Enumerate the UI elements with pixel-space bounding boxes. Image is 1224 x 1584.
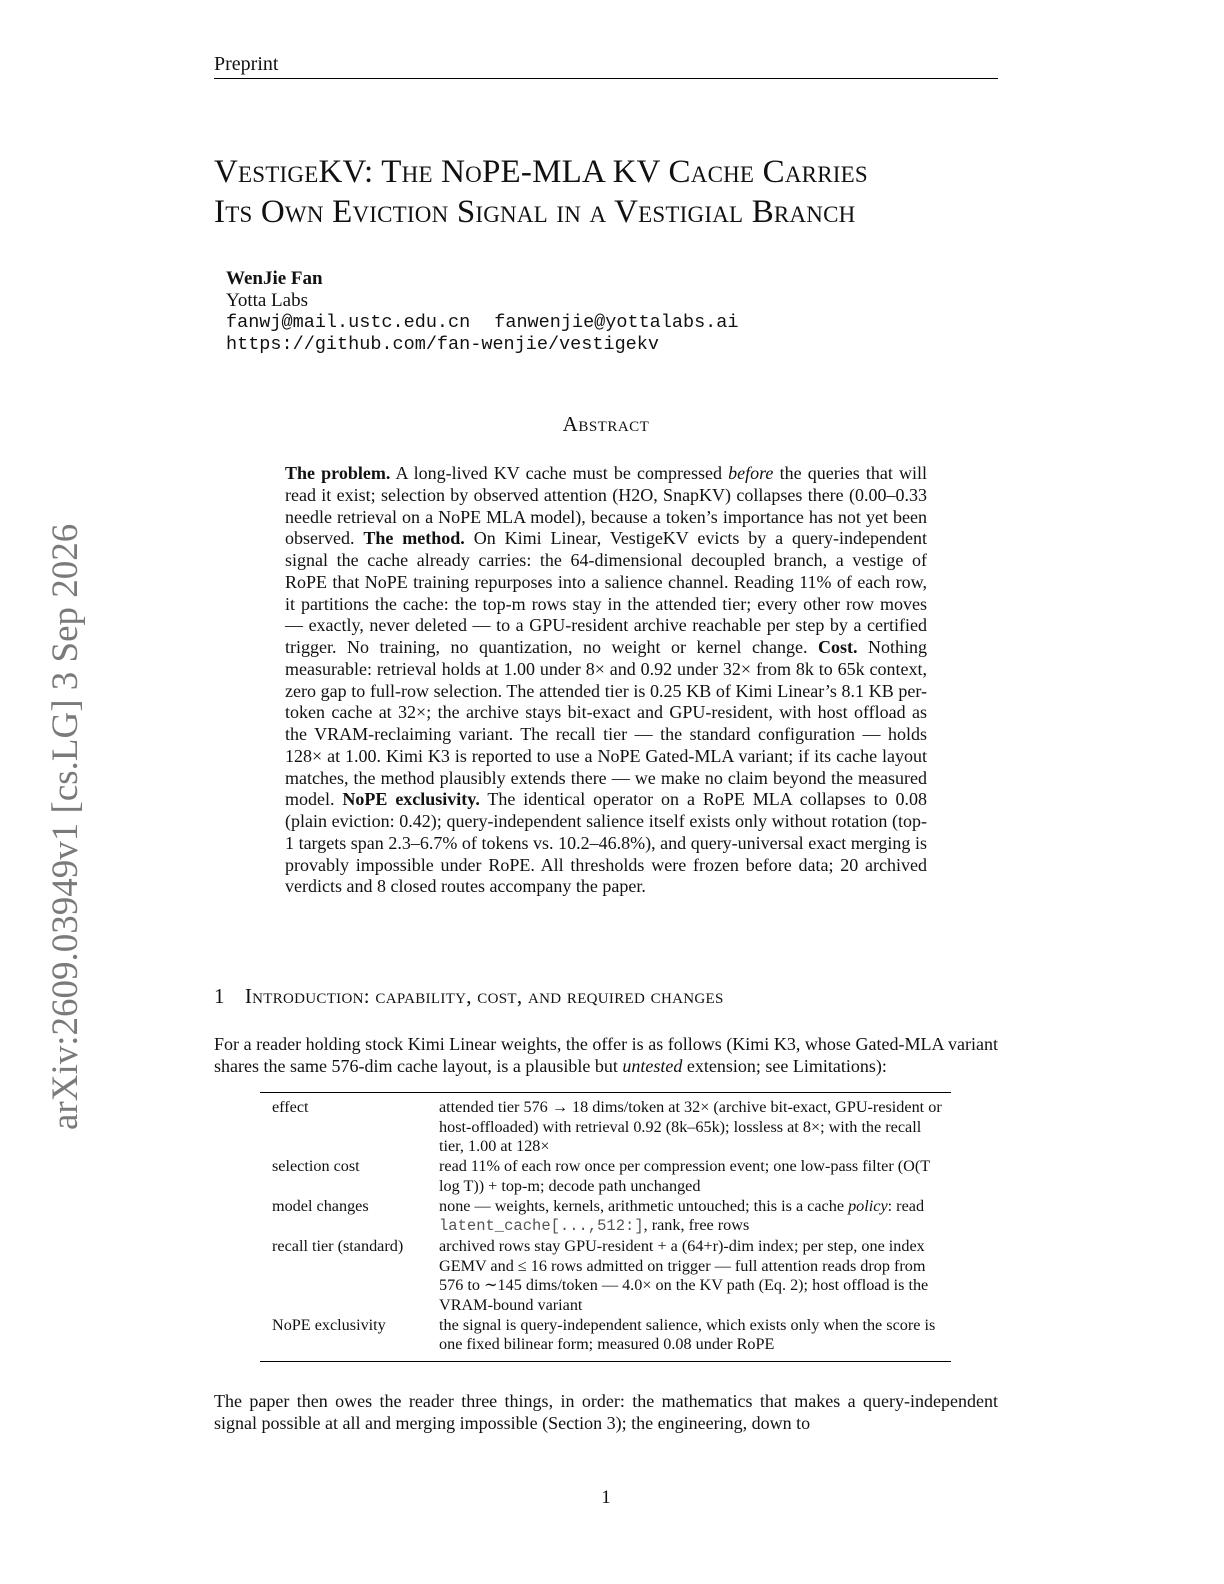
table-value: read 11% of each row once per compression event; one low-pass filter (O(T log T)) + top-m; decode path unchanged [439,1157,930,1195]
section-number: 1 [214,984,225,1008]
author-name: WenJie Fan [226,268,323,289]
section-title: Introduction: capability, cost, and required changes [244,984,724,1008]
abstract-heading: Abstract [562,412,650,436]
author-email-2[interactable]: fanwenjie@yottalabs.ai [494,312,739,333]
table-key: NoPE exclusivity [272,1315,386,1334]
table-value: attended tier 576 → 18 dims/token at 32× (archive bit-exact, GPU-resident or host-offloaded) with retrieval 0.92 (8k–65k); lossless at 8×; with the recall tier, 1.00 at 128× [439,1098,942,1156]
abstract-emphasis: before [728,463,774,483]
arxiv-sidebar [44,450,88,1130]
arxiv-identifier: arXiv:2609.03949v1 [cs.LG] 3 Sep 2026 [45,523,86,1130]
running-header: Preprint [214,52,998,79]
section-heading [214,983,998,1009]
table-emphasis: policy [848,1196,888,1215]
abstract-text: The identical operator on a RoPE MLA collapses to 0.08 (plain eviction: 0.42); query-independent salience itself exists only without rotation (top-1 targets span 2.3–6.7% of tokens vs. 10.2–46.8%), and query-universal exact merging is provably impossible under RoPE. All thresholds were frozen before data; 20 archived verdicts and 8 closed routes accompany the paper. [285,789,928,897]
table-key: selection cost [272,1157,360,1176]
title-line-2: Its Own Eviction Signal in a Vestigial Branch [214,194,856,230]
author-affiliation: Yotta Labs [226,290,308,311]
abstract-body [285,463,927,898]
table-value [439,1197,951,1237]
table-key: model changes [272,1196,369,1215]
table-key: effect [272,1098,309,1116]
paragraph-text: For a reader holding stock Kimi Linear weights, the offer is as follows (Kimi K3, whose Gated-MLA variant shares the same 576-dim cache layout, is a plausible but [214,1034,998,1076]
abstract-text: On Kimi Linear, VestigeKV evicts by a query-independent signal the cache already carries: the 64-dimensional decoupled branch, a vestige of RoPE that NoPE training repurposes into a salience channel. Reading 11% of each row, it partitions the cache: the top-m rows stay in the attended tier; every other row moves — exactly, never deleted — to a GPU-resident archive reachable per step by a certified trigger. No training, no quantization, no weight or kernel change. [285,528,927,657]
table-text: : read [887,1196,925,1215]
abstract-text: Nothing measurable: retrieval holds at 1.00 under 8× and 0.92 under 32× from 8k to 65k context, zero gap to full-row selection. The attended tier is 0.25 KB of Kimi Linear’s 8.1 KB per-token cache at 32×; the archive stays bit-exact and GPU-resident, with host offload as the VRAM-reclaiming variant. The recall tier — the standard configuration — holds 128× at 1.00. Kimi K3 is reported to use a NoPE Gated-MLA variant; if its cache layout matches, the method plausibly extends there — we make no claim beyond the measured model. [285,637,927,810]
table-row [260,1237,951,1316]
repo-link[interactable]: https://github.com/fan-wenjie/vestigekv [226,334,659,355]
table-text: , rank, free rows [643,1216,750,1235]
paragraph-text: extension; see Limitations): [682,1056,887,1076]
table-code: latent_cache[...,512:] [439,1217,644,1236]
table-value: the signal is query-independent salience, which exists only when the score is one fixed bilinear form; measured 0.08 under RoPE [439,1315,936,1354]
table-row [260,1157,951,1196]
table-text: none — weights, kernels, arithmetic untouched; this is a cache [439,1196,849,1215]
abstract-text: A long-lived KV cache must be compressed [390,463,729,483]
table-key: recall tier (standard) [272,1236,404,1255]
body-paragraph: The paper then owes the reader three things, in order: the mathematics that makes a query-independent signal possible at all and merging impossible (Section 3); the engineering, down to [214,1391,998,1433]
paragraph-emphasis: untested [622,1056,683,1076]
table-row [260,1197,951,1237]
abstract-label-problem: The problem. [285,463,391,483]
table-row [260,1316,951,1355]
paper-title [214,152,1014,232]
abstract-label-cost: Cost. [817,637,858,657]
abstract-text: the queries that will read it exist; selection by observed attention (H2O, SnapKV) collapses there (0.00–0.33 needle retrieval on a NoPE MLA model), because a token’s importance has not yet been observed. [285,463,927,549]
table-value: archived rows stay GPU-resident + a (64+r)-dim index; per step, one index GEMV and ≤ 16 rows admitted on trigger — full attention reads drop from 576 to ∼145 dims/token — 4.0× on the KV path (Eq. 2); host offload is the VRAM-bound variant [439,1236,929,1315]
summary-table [260,1092,951,1362]
abstract-label-nope: NoPE exclusivity. [342,789,480,810]
author-email-1[interactable]: fanwj@mail.ustc.edu.cn [226,312,471,333]
intro-paragraph [214,1033,998,1077]
author-emails [226,312,739,334]
author-block [226,268,739,356]
abstract-label-method: The method. [363,528,465,549]
page-number: 1 [601,1487,611,1508]
table-row [260,1098,951,1157]
title-line-1: VestigeKV: The NoPE-MLA KV Cache Carries [214,154,868,190]
